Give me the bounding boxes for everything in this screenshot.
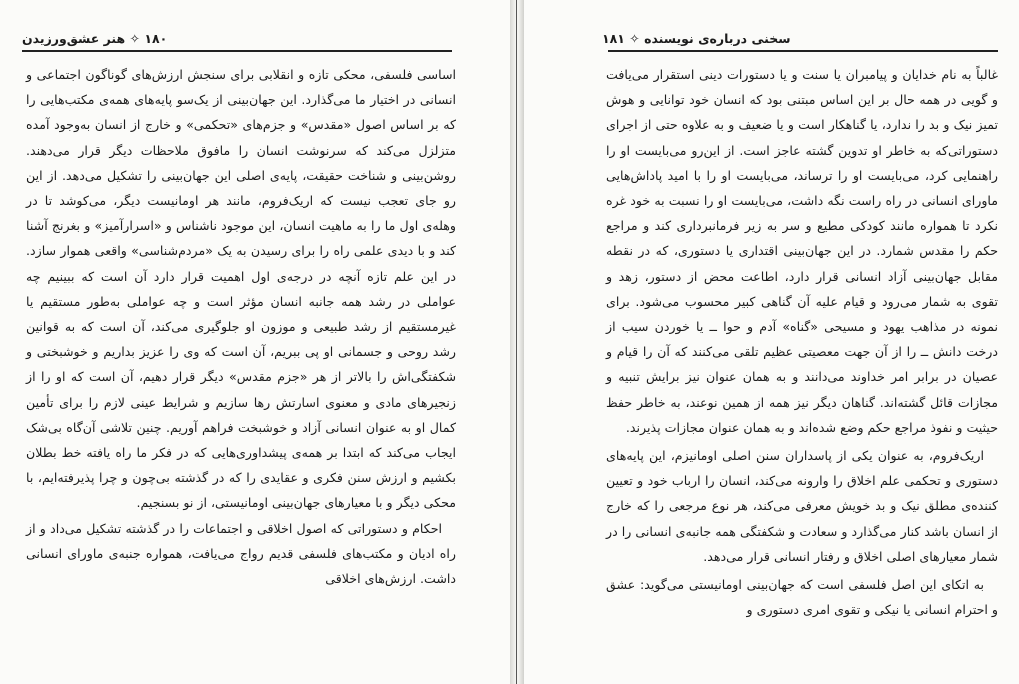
left-header-rule [22, 50, 452, 52]
right-header-rule [608, 50, 998, 52]
right-page [524, 0, 1019, 684]
right-running-head: سخنی درباره‌ی نویسنده ✧ ۱۸۱ [602, 31, 791, 46]
right-page-body [606, 62, 998, 622]
right-paragraph-3: به اتکای این اصل فلسفی است که جهان‌بینی اومانیستی می‌گوید: عشق و احترام انسانی یا نیکی و تقوی امری دستوری و [606, 577, 998, 618]
left-page-body [26, 62, 456, 591]
right-paragraph-2: اریک‌فروم، به عنوان یکی از پاسداران سنن اصلی اومانیزم، این پایه‌های دستوری و تحکمی علم اخلاق را وارونه می‌کند، انسان را ارباب خود و تعیین کننده‌ی مطلق نیک و بد خویش معرفی می‌کند، هر نوع مرجعی را که خارج از انسان باشد کنار می‌گذارد و سعادت و شکفتگی همه جانبه‌ی انسانی را در شمار معیارهای اصلی اخلاق و رفتار انسانی قرار می‌دهد. [606, 448, 998, 564]
book-gutter [510, 0, 524, 684]
gutter-line [516, 0, 517, 684]
left-running-head: ۱۸۰ ✧ هنر عشق‌ورزیدن [22, 31, 168, 46]
left-paragraph-1: اساسی فلسفی، محکی تازه و انقلابی برای سنجش ارزش‌های گوناگون اجتماعی و انسانی در اختیار ما می‌گذارد. این جهان‌بینی از یک‌سو پایه‌های همه‌ی مکتب‌هایی را که بر اساس اصول «مقدس» و جزم‌های «تحکمی» و خارج از انسان به‌وجود آمده متزلزل می‌کند که سرنوشت انسان را مافوق ملاحظات دیگر قرار می‌دهند. روشن‌بینی و شناخت حقیقت، پایه‌ی اصلی این جهان‌بینی را تشکیل می‌دهد. از این رو جای تعجب نیست که اریک‌فروم، مانند هر اومانیست دیگر، می‌کوشد تا در وهله‌ی اول ما را به ماهیت انسان، این موجود ناشناس و «اسرارآمیز» و بغرنج آشنا کند و با دیدی علمی راه را برای رسیدن به یک «مردم‌شناسی» واقعی هموار سازد. در این علم تازه آنچه در درجه‌ی اول اهمیت قرار دارد آن است که ببینیم چه عواملی در رشد همه جانبه انسان مؤثر است و چه عواملی به‌طور مستقیم یا غیرمستقیم از رشد طبیعی و موزون او جلوگیری می‌کند، آن است که به قوانین رشد روحی و جسمانی او پی ببریم، آن است که وی را عزیز بداریم و خوشبختی و شکفتگی‌اش را بالاتر از هر «جزم مقدس» دیگر قرار دهیم، آن است که او را از زنجیرهای مادی و معنوی اسارتش رها سازیم و شرایط عینی لازم را برای تأمین کمال او به عنوان انسانی آزاد و خوشبخت فراهم آوریم. چنین تلاشی آن‌گاه بی‌شک ایجاب می‌کند که ابتدا بر همه‌ی پیشداوری‌هایی که در فکر ما راه یافته خط بطلان بکشیم و ارزش سنن فکری و عقایدی را که در گذشته بی‌چون و چرا پذیرفته‌ایم، با محکی دیگر و با معیارهای جهان‌بینی اومانیستی، از نو بسنجیم. [26, 67, 456, 511]
left-paragraph-2: احکام و دستوراتی که اصول اخلاقی و اجتماعات را در گذشته تشکیل می‌داد و از راه ادیان و مکتب‌های فلسفی قدیم رواج می‌یافت، همواره جنبه‌ی ماورای انسانی داشت. ارزش‌های اخلاقی [26, 520, 456, 587]
right-paragraph-1: غالباً به نام خدایان و پیامبران یا سنت و یا دستورات دینی استقرار می‌یافت و گویی در همه حال بر این اساس مبتنی بود که انسان خود توانایی و هوش تمیز نیک و بد را ندارد، یا گناهکار است و یا ضعیف و به علاوه حتی از اجرای دستوراتی‌که به خاطر او تدوین گشته عاجز است. از این‌رو می‌بایست او را راهنمایی کرد، می‌بایست او را ترساند، می‌بایست او را با امید پاداش‌هایی ماورای انسانی در راه راست نگه داشت، می‌بایست او را نسبت به خود غره نکرد تا همواره مانند کودکی مطیع و سر به زیر فرمانبرداری کند و مراجع حکم را مقدس شمارد. در این جهان‌بینی اقتداری یا دستوری، که در نقطه مقابل جهان‌بینی آزاد انسانی قرار دارد، اطاعت محض از دستور، زهد و تقوی به شمار می‌رود و قیام علیه آن گناهی کبیر محسوب می‌شود. برای نمونه در مذاهب یهود و مسیحی «گناه» آدم و حوا ــ یا خوردن سیب از درخت دانش ــ را از آن جهت معصیتی عظیم تلقی می‌کنند که آن را قیام و عصیان در برابر امر خداوند می‌دانند و به همان عنوان نیز برایش تنبیه و مجازات قائل گشته‌اند. گناهان دیگر نیز همه از همین نوعند، به خاطر حفظ حیثیت و نفوذ مراجع حکم وضع شده‌اند و به همان عنوان مجازات پذیرند. [606, 67, 998, 435]
